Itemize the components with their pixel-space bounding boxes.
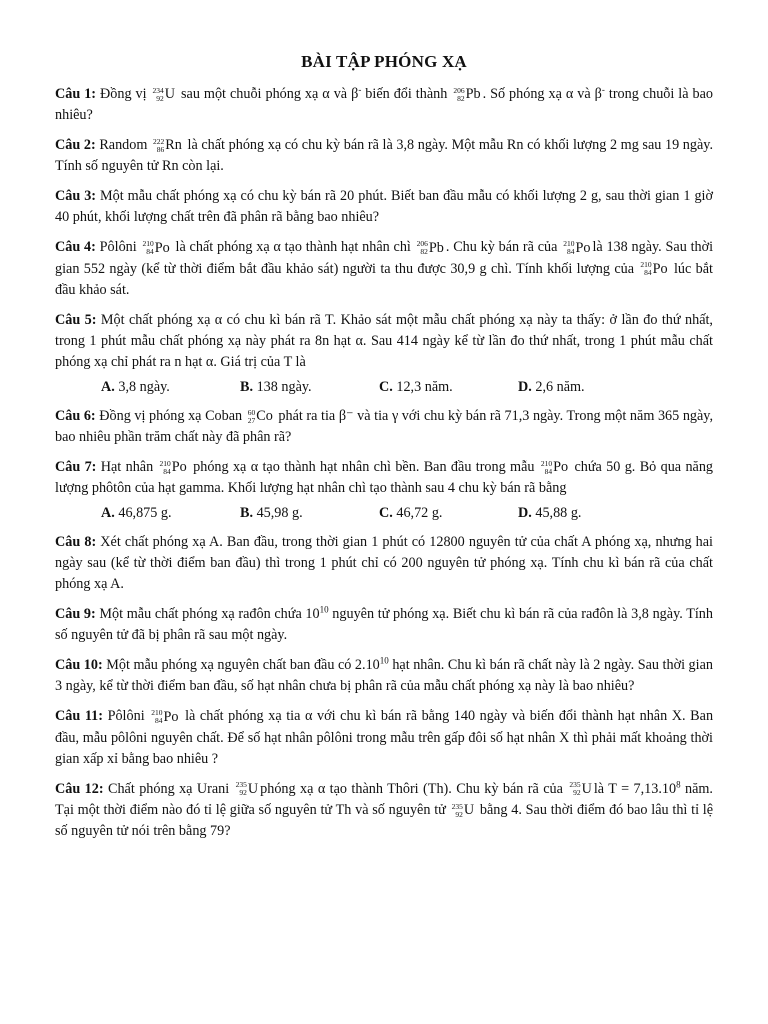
beta-minus-symbol: β⁻	[338, 407, 354, 424]
question-label: Câu 10:	[55, 657, 103, 674]
question-text: năm. Tại một thời điểm nào đó tỉ lệ giữa số nguyên tử Th và số nguyên tử	[55, 780, 713, 818]
question-text: nguyên tử phóng xạ. Biết chu kì bán rã của rađôn là 3,8 ngày. Tính số nguyên tử đã bị phân rã sau một ngày.	[55, 606, 713, 644]
nuclide-po210: 210 84 Po	[159, 458, 187, 476]
question-label: Câu 3:	[55, 188, 97, 205]
option-c: C. 46,72 g.	[379, 505, 443, 522]
question-text: Một chất phóng xạ α có chu kì bán rã T. Khảo sát một mẫu chất phóng xạ này ta thấy: ở lần đo thứ nhất, trong 1 phút mẫu chất phóng xạ này phát ra 8n hạt α. Sau 414 ngày kể từ lần đo thứ nhất, trong 1 phút mẫu chất phóng xạ chỉ phát ra n hạt α. Giá trị của T là	[55, 311, 713, 370]
question-text: trong chuỗi là bao nhiêu?	[55, 86, 714, 124]
nuclide-po210: 210 84 Po	[142, 239, 170, 257]
question-8	[55, 532, 713, 595]
nuclide-po210: 210 84 Po	[563, 239, 591, 257]
nuclide-po210: 210 84 Po	[151, 708, 179, 726]
question-12: Câu 12: Chất phóng xạ Urani 235 92 U phóng xạ α tạo thành Thôri (Th). Chu kỳ bán rã của 235 92 U là $T = 7,13.10^8$ năm. Tại một thời điểm nào đó tỉ lệ giữa số nguyên tử Th và số nguyên tử 235 92 U bằng 4. Sau thời điểm đó bao lâu thì tỉ lệ số nguyên tử nói trên bằng 79?	[55, 778, 714, 840]
nuclide-co60: 60 27 Co	[247, 407, 273, 425]
question-text: phóng xạ α tạo thành hạt nhân chì bền. Ban đầu trong mẫu	[193, 459, 535, 476]
question-text: Chất phóng xạ Urani	[107, 780, 230, 797]
question-text: Một mẫu chất phóng xạ rađôn chứa 10	[99, 606, 320, 623]
question-label: Câu 11:	[55, 708, 103, 725]
option-a: A. 3,8 ngày.	[101, 378, 170, 395]
question-6	[55, 406, 713, 448]
option-d: D. 45,88 g.	[518, 505, 582, 522]
question-text: Một mẫu chất phóng xạ có chu kỳ bán rã 20 phút. Biết ban đầu mẫu có khối lượng 2 g, sau thời gian 1 giờ 40 phút, khối lượng chất trên đã phân rã bằng bao nhiêu?	[55, 188, 713, 226]
question-text: là chất phóng xạ tia α với chu kì bán rã bằng 140 ngày và biến đổi thành hạt nhân X. Ban đầu, mẫu pôlôni nguyên chất. Để số hạt nhân pôlôni trong mẫu trên gấp đôi số hạt nhân X thì phải mất khoảng thời gian xấp xỉ bằng bao nhiêu ?	[55, 708, 714, 767]
question-2	[55, 135, 713, 177]
nuclide-pb206: 206 82 Pb	[416, 239, 444, 257]
question-text: chứa 50 g. Bỏ qua năng lượng phôtôn của hạt gamma. Khối lượng hạt nhân chì tạo thành sau 4 chu kỳ bán rã bằng	[55, 459, 714, 497]
question-text: phóng xạ α tạo thành Thôri (Th). Chu kỳ bán rã của	[260, 780, 563, 797]
option-b: B. 45,98 g.	[240, 505, 303, 522]
nuclide-rn222: 222 86 Rn	[153, 136, 182, 154]
question-text: bằng 4. Sau thời điểm đó bao lâu thì tỉ lệ số nguyên tử nói trên bằng 79?	[55, 801, 714, 840]
question-11	[55, 706, 713, 769]
question-text: . Số phóng xạ α và β	[482, 86, 602, 102]
nuclide-pb206: 206 82 Pb	[453, 85, 481, 103]
question-label: Câu 6:	[55, 407, 96, 424]
question-label: Câu 4:	[55, 239, 96, 256]
question-label: Câu 9:	[55, 606, 96, 623]
question-7	[55, 457, 713, 499]
question-text: Đồng vị	[100, 86, 147, 102]
question-text: là T = 7,13.10	[593, 780, 677, 797]
question-text: hạt nhân. Chu kì bán rã chất này là 2 ngày. Sau thời gian 3 ngày, kể từ thời điểm ban đầu, số hạt nhân chưa bị phân rã của mẫu chất phóng xạ này là bao nhiêu?	[55, 657, 713, 695]
question-text: . Chu kỳ bán rã của	[445, 239, 558, 256]
question-text: là chất phóng xạ có chu kỳ bán rã là 3,8 ngày. Một mẫu Rn có khối lượng 2 mg sau 19 ngày. Tính số nguyên tử Rn còn lại.	[55, 137, 714, 175]
question-5	[55, 310, 713, 373]
option-c: C. 12,3 năm.	[379, 378, 453, 395]
question-text: Một mẫu phóng xạ nguyên chất ban đầu có 2.10	[106, 657, 380, 674]
question-text: Đồng vị phóng xạ Coban	[99, 407, 243, 424]
question-text: phát ra tia	[278, 407, 336, 424]
question-text: Pôlôni	[99, 239, 137, 256]
question-4	[55, 237, 713, 300]
question-label: Câu 1:	[55, 86, 97, 102]
question-1: Câu 1: Đồng vị 234 92 U sau một chuỗi phóng xạ α và β- biến đổi thành 206 82 Pb . Số phóng xạ α và β- trong chuỗi là bao nhiêu?	[55, 84, 714, 124]
question-text: Hạt nhân	[100, 459, 154, 476]
question-text: và tia γ với chu kỳ bán rã 71,3 ngày. Trong một năm 365 ngày, bao nhiêu phần trăm chất này đã phân rã?	[55, 407, 714, 446]
answer-options	[55, 379, 713, 396]
question-label: Câu 8:	[55, 534, 97, 551]
page-title: BÀI TẬP PHÓNG XẠ	[301, 52, 467, 71]
question-text: lúc bắt đầu khảo sát.	[55, 260, 714, 298]
nuclide-po210: 210 84 Po	[640, 260, 668, 278]
question-text: Random	[99, 137, 148, 154]
nuclide-u235: 235 92 U	[451, 801, 475, 819]
question-text: Pôlôni	[107, 708, 145, 725]
option-b: B. 138 ngày.	[240, 378, 312, 395]
option-a: A. 46,875 g.	[101, 505, 172, 522]
question-text: là chất phóng xạ α tạo thành hạt nhân chì	[175, 239, 411, 256]
question-label: Câu 5:	[55, 311, 97, 328]
question-label: Câu 2:	[55, 137, 96, 154]
question-text: sau một chuỗi phóng xạ α và β	[181, 86, 359, 102]
nuclide-u235: 235 92 U	[569, 780, 592, 798]
option-d: D. 2,6 năm.	[518, 378, 585, 395]
question-label: Câu 7:	[55, 459, 97, 476]
question-text: Xét chất phóng xạ A. Ban đầu, trong thời gian 1 phút có 12800 nguyên tử của chất A phóng xạ, nhưng hai ngày sau (kể từ thời điểm ban đầu) thì trong 1 phút chỉ có 200 nguyên tử phóng xạ. Tính chu kì bán rã của chất phóng xạ A.	[55, 534, 713, 593]
question-10: Câu 10: Một mẫu phóng xạ nguyên chất ban đầu có 2.10$^{10}$ hạt nhân. Chu kì bán rã chất này là 2 ngày. Sau thời gian 3 ngày, kể từ thời điểm ban đầu, số hạt nhân chưa bị phân rã của mẫu chất phóng xạ này là bao nhiêu?	[55, 655, 713, 695]
question-text: biến đổi thành	[361, 86, 448, 102]
nuclide-u234: 234 92 U	[152, 85, 176, 103]
question-9: Câu 9: Một mẫu chất phóng xạ rađôn chứa $10^{10}$ nguyên tử phóng xạ. Biết chu kì bán rã của rađôn là 3,8 ngày. Tính số nguyên tử đã bị phân rã sau một ngày.	[55, 604, 713, 644]
question-text: là 138 ngày. Sau thời gian 552 ngày (kể từ thời điểm bắt đầu khảo sát) người ta thu được 30,9 g chì. Tính khối lượng của	[55, 239, 714, 277]
answer-options	[55, 505, 713, 522]
nuclide-po210: 210 84 Po	[540, 458, 569, 476]
question-label: Câu 12:	[55, 780, 104, 797]
question-3	[55, 186, 713, 228]
nuclide-u235: 235 92 U	[235, 780, 259, 798]
